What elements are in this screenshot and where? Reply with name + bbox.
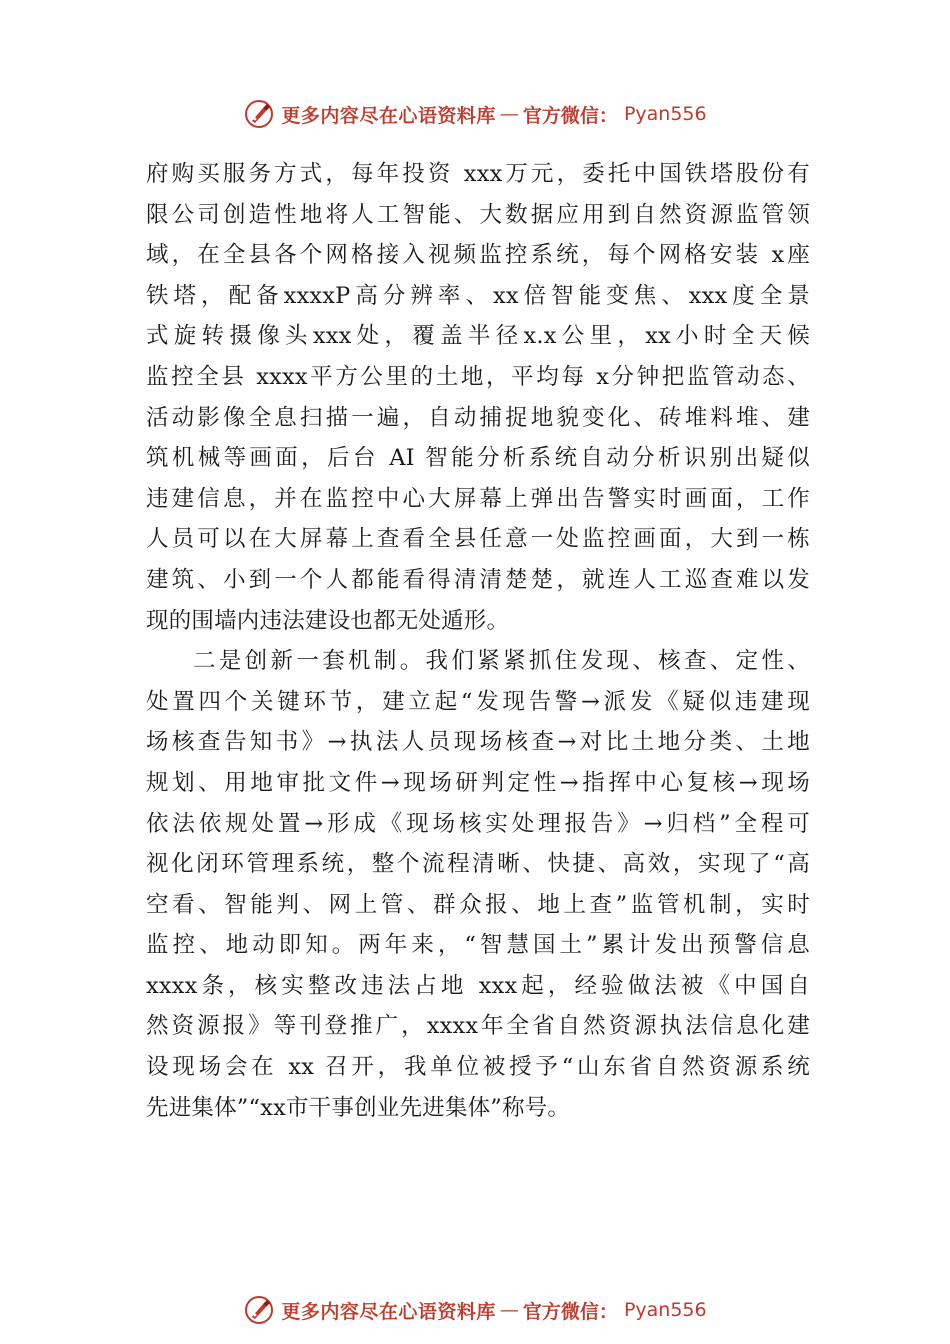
pen-nib-icon <box>243 1294 275 1326</box>
banner-text: 更多内容尽在心语资料库 <box>281 104 496 127</box>
text-line: 监控全县 xxxx平方公里的土地，平均每 x分钟把监管动态、 <box>146 363 810 390</box>
paragraph-2 <box>146 641 810 1128</box>
text-line: 设现场会在 xx 召开，我单位被授予“山东省自然资源系统 <box>146 1054 810 1081</box>
header-watermark <box>0 94 950 134</box>
banner-dash: — <box>499 103 519 125</box>
text-line: 铁塔，配备xxxxP高分辨率、xx倍智能变焦、xxx度全景 <box>146 282 810 309</box>
text-line: 先进集体”“xx市干事创业先进集体”称号。 <box>146 1094 571 1121</box>
text-line: 式旋转摄像头xxx处，覆盖半径x.x公里，xx小时全天候 <box>146 323 810 350</box>
banner-handle: Pyan556 <box>623 1299 707 1321</box>
banner-handle: Pyan556 <box>623 103 707 125</box>
text-line: 活动影像全息扫描一遍，自动捕捉地貌变化、砖堆料堆、建 <box>146 404 810 431</box>
document-body <box>146 154 810 1128</box>
banner-dash: — <box>499 1299 519 1321</box>
text-line: 监控、地动即知。两年来，“智慧国土”累计发出预警信息 <box>146 932 810 959</box>
text-line: 场核查告知书》→执法人员现场核查→对比土地分类、土地 <box>146 729 810 756</box>
text-line: 违建信息，并在监控中心大屏幕上弹出告警实时画面，工作 <box>146 485 810 512</box>
paragraph-1 <box>146 154 810 641</box>
text-line: 建筑、小到一个人都能看得清清楚楚，就连人工巡查难以发 <box>146 566 810 593</box>
pen-nib-icon <box>243 98 275 130</box>
text-line: 处置四个关键环节，建立起“发现告警→派发《疑似违建现 <box>146 688 810 715</box>
text-line: 规划、用地审批文件→现场研判定性→指挥中心复核→现场 <box>146 769 810 796</box>
text-line: 空看、智能判、网上管、群众报、地上查”监管机制，实时 <box>146 891 810 918</box>
text-line: 依法依规处置→形成《现场核实处理报告》→归档”全程可 <box>146 810 810 837</box>
banner-label: 官方微信： <box>522 104 618 127</box>
text-line: 筑机械等画面，后台 AI 智能分析系统自动分析识别出疑似 <box>146 445 810 472</box>
text-line: xxxx条，核实整改违法占地 xxx起，经验做法被《中国自 <box>146 972 810 999</box>
banner-text: 更多内容尽在心语资料库 <box>281 1300 496 1323</box>
text-line: 域，在全县各个网格接入视频监控系统，每个网格安装 x座 <box>146 242 810 269</box>
text-line: 府购买服务方式，每年投资 xxx万元，委托中国铁塔股份有 <box>146 161 810 187</box>
banner-label: 官方微信： <box>522 1300 618 1323</box>
text-line: 二是创新一套机制。我们紧紧抓住发现、核查、定性、 <box>193 648 810 675</box>
text-line: 视化闭环管理系统，整个流程清晰、快捷、高效，实现了“高 <box>146 851 810 878</box>
text-line: 然资源报》等刊登推广，xxxx年全省自然资源执法信息化建 <box>146 1013 810 1040</box>
text-line: 现的围墙内违法建设也都无处遁形。 <box>146 607 510 634</box>
text-line: 限公司创造性地将人工智能、大数据应用到自然资源监管领 <box>146 201 810 228</box>
text-line: 人员可以在大屏幕上查看全县任意一处监控画面，大到一栋 <box>146 526 810 553</box>
footer-watermark <box>0 1290 950 1330</box>
